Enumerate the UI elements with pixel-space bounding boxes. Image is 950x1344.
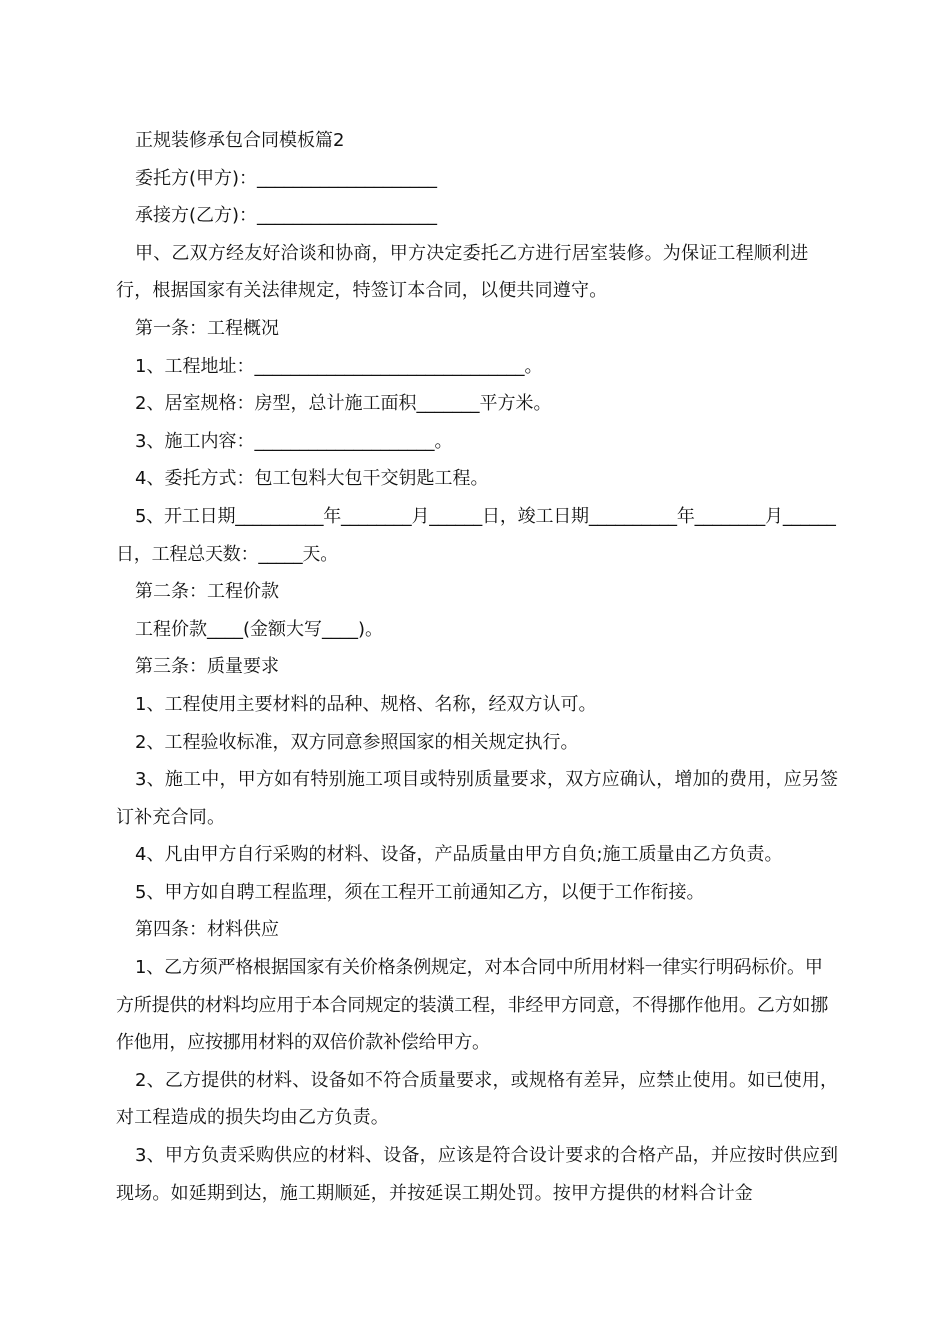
article-4-heading: 第四条：材料供应 — [135, 919, 279, 941]
document-title: 正规装修承包合同模板篇2 — [135, 130, 345, 151]
client-party-line: 委托方(甲方)：____________________ — [135, 167, 438, 189]
article-1-item-5: 5、开工日期__________年________月______日，竣工日期__________年________月______日，工程总天数：_____天。 — [116, 505, 836, 565]
article-2-item: 工程价款____(金额大写____)。 — [135, 618, 384, 640]
article-4-item-3: 3、甲方负责采购供应的材料、设备，应该是符合设计要求的合格产品，并应按时供应到现场。如延期到达，施工期顺延，并按延误工期处罚。按甲方提供的材料合计金 — [116, 1145, 839, 1204]
article-4-item-1: 1、乙方须严格根据国家有关价格条例规定，对本合同中所用材料一律实行明码标价。甲方所提供的材料均应用于本合同规定的装潢工程，非经甲方同意，不得挪作他用。乙方如挪作他用，应按挪用材料的双倍价款补偿给甲方。 — [116, 957, 828, 1054]
article-3-item-2: 2、工程验收标准，双方同意参照国家的相关规定执行。 — [135, 731, 579, 753]
contract-page — [116, 122, 840, 1212]
article-1-heading: 第一条：工程概况 — [135, 317, 279, 339]
contractor-party-line: 承接方(乙方)：____________________ — [135, 205, 438, 227]
article-1-item-1: 1、工程地址：______________________________。 — [135, 355, 543, 377]
article-1-item-2: 2、居室规格：房型，总计施工面积_______平方米。 — [135, 393, 552, 415]
article-1-item-3: 3、施工内容：____________________。 — [135, 430, 453, 452]
article-3-item-4: 4、凡由甲方自行采购的材料、设备，产品质量由甲方自负;施工质量由乙方负责。 — [135, 844, 783, 866]
article-1-item-4: 4、委托方式：包工包料大包干交钥匙工程。 — [135, 468, 489, 490]
article-3-item-5: 5、甲方如自聘工程监理，须在工程开工前通知乙方，以便于工作衔接。 — [135, 881, 705, 903]
article-3-item-1: 1、工程使用主要材料的品种、规格、名称，经双方认可。 — [135, 693, 597, 715]
article-4-item-2: 2、乙方提供的材料、设备如不符合质量要求，或规格有差异，应禁止使用。如已使用，对工程造成的损失均由乙方负责。 — [116, 1069, 839, 1129]
article-3-item-3: 3、施工中，甲方如有特别施工项目或特别质量要求，双方应确认，增加的费用，应另签订补充合同。 — [116, 769, 839, 828]
article-2-heading: 第二条：工程价款 — [135, 581, 279, 603]
article-3-heading: 第三条：质量要求 — [135, 656, 279, 678]
intro-paragraph: 甲、乙双方经友好洽谈和协商，甲方决定委托乙方进行居室装修。为保证工程顺利进行，根据国家有关法律规定，特签订本合同，以便共同遵守。 — [116, 242, 809, 302]
